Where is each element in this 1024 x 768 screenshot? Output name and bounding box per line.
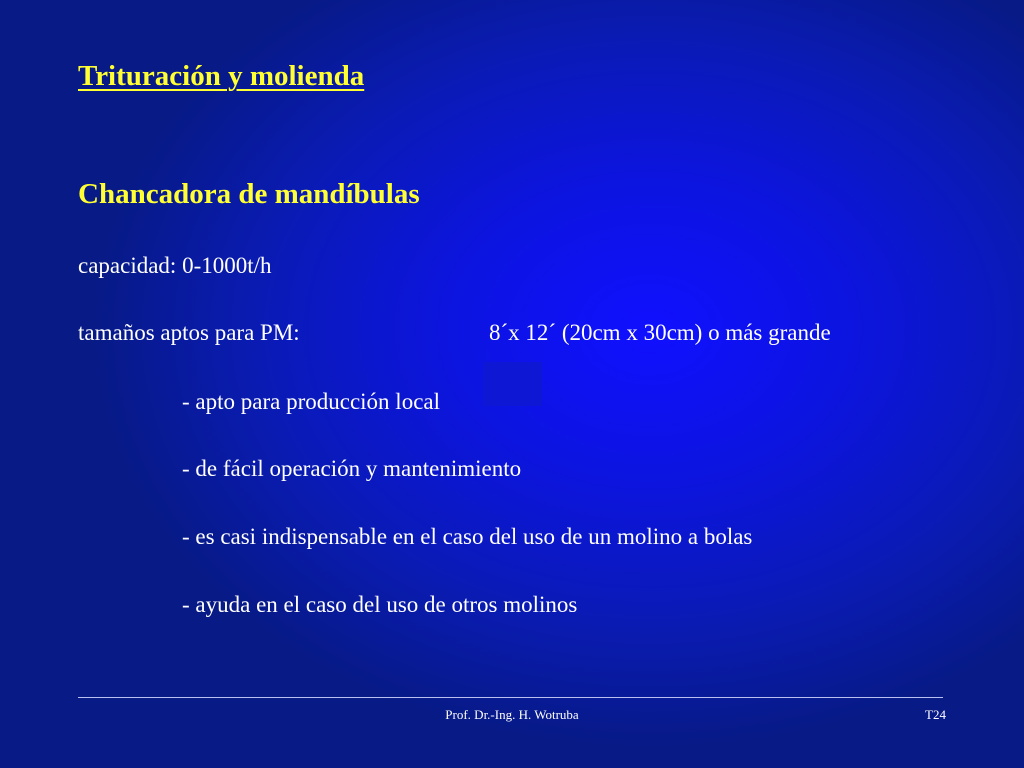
footer-divider — [78, 697, 943, 698]
bullet-item: - apto para producción local — [182, 389, 440, 414]
page-number: T24 — [925, 707, 946, 722]
bullet-item: - ayuda en el caso del uso de otros molinos — [182, 592, 578, 617]
sizes-label: tamaños aptos para PM: — [78, 320, 300, 345]
slide-title: Trituración y molienda — [78, 60, 365, 92]
slide-subtitle: Chancadora de mandíbulas — [78, 178, 420, 210]
footer-author: Prof. Dr.-Ing. H. Wotruba — [445, 707, 579, 722]
capacity-line: capacidad: 0-1000t/h — [78, 253, 272, 278]
bullet-item: - es casi indispensable en el caso del uso de un molino a bolas — [182, 524, 753, 549]
sizes-value: 8´x 12´ (20cm x 30cm) o más grande — [489, 320, 831, 345]
bullet-item: - de fácil operación y mantenimiento — [182, 456, 522, 481]
decorative-block — [483, 362, 542, 406]
